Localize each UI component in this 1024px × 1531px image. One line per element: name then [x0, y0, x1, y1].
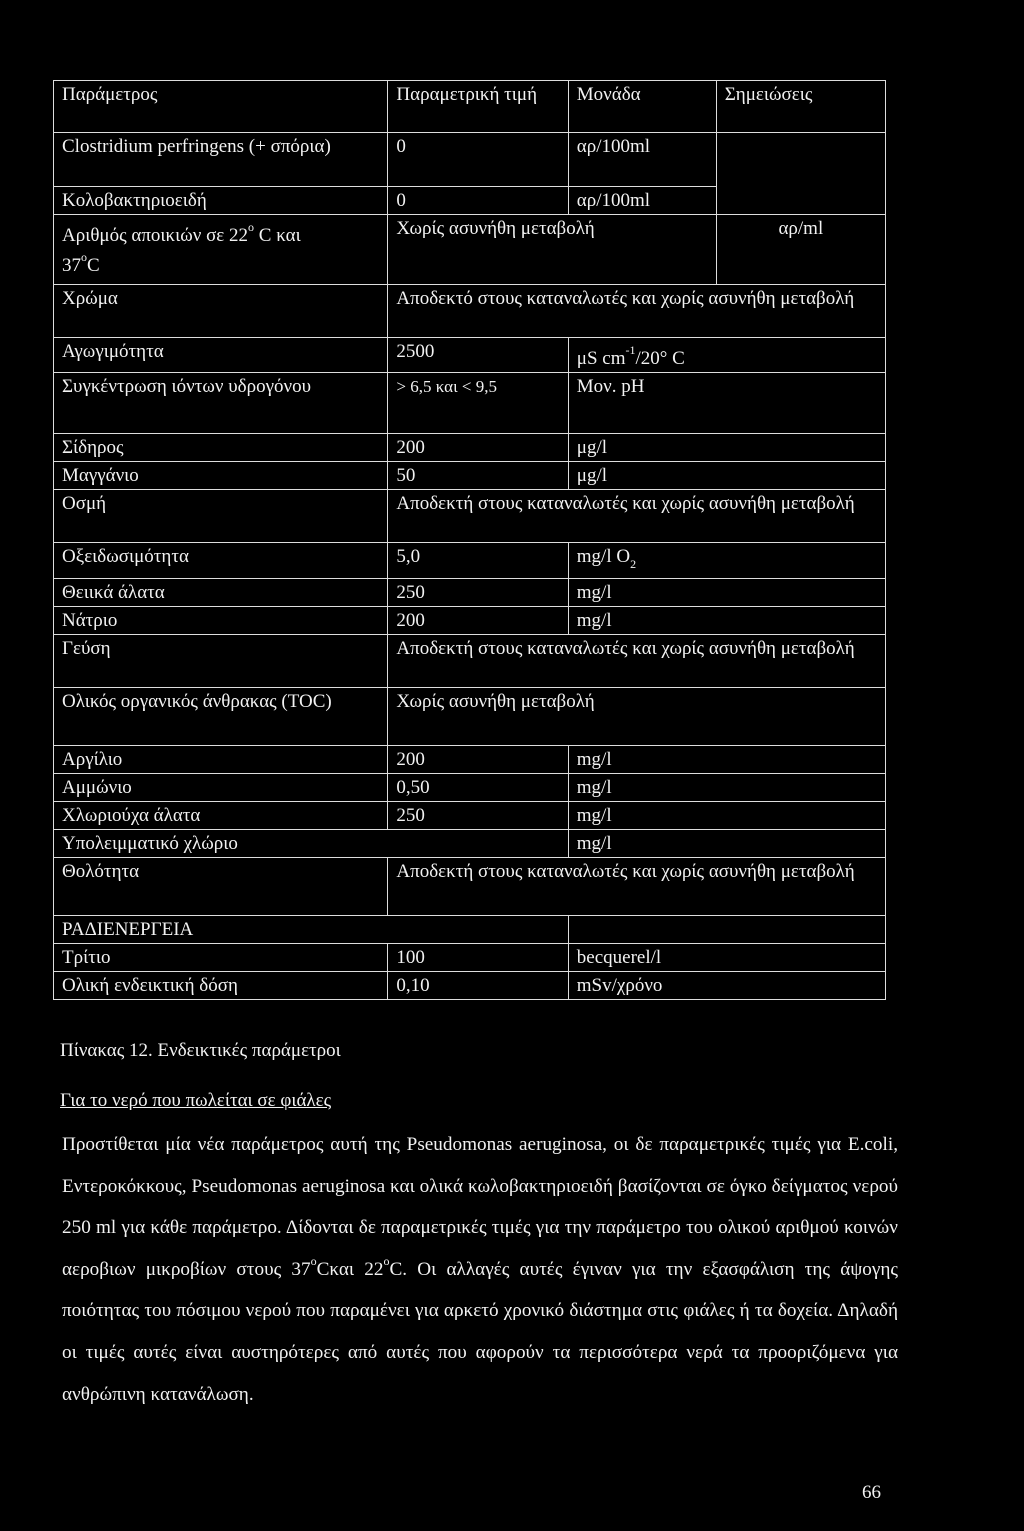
row-name: Μαγγάνιο — [54, 462, 388, 490]
table-row — [54, 543, 886, 579]
row-name: Υπολειμματικό χλώριο — [54, 830, 569, 858]
row-name: Ολική ενδεικτική δόση — [54, 972, 388, 1000]
row-value: 5,0 — [388, 543, 568, 579]
row-unit — [568, 916, 885, 944]
row-unit: μg/l — [568, 434, 885, 462]
header-parameter: Παράμετρος — [54, 81, 388, 133]
row-name: ΡΑΔΙΕΝΕΡΓΕΙΑ — [54, 916, 569, 944]
table-row — [54, 802, 886, 830]
body-paragraph: Προστίθεται μία νέα παράμετρος αυτή της Pseudomonas aeruginosa, οι δε παραμετρικές τιμές για E.coli, Εντεροκόκκους, Pseudomonas aeruginosa και ολικά κωλοβακτηριοειδή βασίζονται σε όγκο δείγματος νερού 250 ml για κάθε παράμετρο. Δίδονται δε παραμετρικές τιμές για την παράμετρο του ολικού αριθμού κοινών αεροβιων μικροβίων στους 37$^o$Cκαι 22$^o$C. Οι αλλαγές αυτές έγιναν για την εξασφάλιση της άψογης ποιότητας του πόσιμου νερού που παραμένει για αρκετό χρονικό διάστημα στις φιάλες ή τα δοχεία. Δηλαδή οι τιμές αυτές είναι αυστηρότερες από αυτές που αφορούν τα περισσότερα νερά τα προοριζόμενα για ανθρώπινη κατανάλωση. — [62, 1134, 898, 1405]
page-number: 66 — [862, 1482, 881, 1503]
row-unit: mg/l — [568, 774, 885, 802]
row-name: Οξειδωσιμότητα — [54, 543, 388, 579]
header-value: Παραμετρική τιμή — [388, 81, 568, 133]
row-value: 200 — [388, 434, 568, 462]
row-value: 200 — [388, 746, 568, 774]
table-row — [54, 635, 886, 688]
table-header-row — [54, 81, 886, 133]
row-name: Χλωριούχα άλατα — [54, 802, 388, 830]
row-value: Αποδεκτή στους καταναλωτές και χωρίς ασυνήθη μεταβολή — [388, 490, 886, 543]
row-name: Χρώμα — [54, 285, 388, 338]
table-row — [54, 338, 886, 373]
row-unit: mg/l $O_2$ — [568, 543, 885, 579]
row-unit: mg/l — [568, 607, 885, 635]
row-name: Κολοβακτηριοειδή — [54, 187, 388, 215]
row-name: Θειικά άλατα — [54, 579, 388, 607]
row-name: Θολότητα — [54, 858, 388, 916]
row-value: Χωρίς ασυνήθη μεταβολή — [388, 688, 886, 746]
row-name: Αμμώνιο — [54, 774, 388, 802]
row-value: 0,50 — [388, 774, 568, 802]
row-unit: mg/l — [568, 830, 885, 858]
row-value: 200 — [388, 607, 568, 635]
table-row — [54, 490, 886, 543]
row-name: Αγωγιμότητα — [54, 338, 388, 373]
row-value: 2500 — [388, 338, 568, 373]
row-name: Νάτριο — [54, 607, 388, 635]
table-row — [54, 774, 886, 802]
header-notes: Σημειώσεις — [716, 81, 885, 133]
table-row — [54, 688, 886, 746]
table-row — [54, 944, 886, 972]
row-value: > 6,5 και < 9,5 — [388, 373, 568, 434]
row-value: Αποδεκτή στους καταναλωτές και χωρίς ασυνήθη μεταβολή — [388, 635, 886, 688]
table-row — [54, 830, 886, 858]
parameters-table — [53, 80, 886, 1000]
row-unit: becquerel/l — [568, 944, 885, 972]
row-unit: mSv/χρόνο — [568, 972, 885, 1000]
table-row — [54, 746, 886, 774]
row-value: 250 — [388, 802, 568, 830]
row-value: Αποδεκτή στους καταναλωτές και χωρίς ασυνήθη μεταβολή — [388, 858, 886, 916]
row-value: 0 — [388, 187, 568, 215]
row-value: 100 — [388, 944, 568, 972]
row-name: Σίδηρος — [54, 434, 388, 462]
row-name: Αριθμός αποικιών σε 22$^o$ C και 37$^o$C — [54, 215, 388, 285]
table-row — [54, 285, 886, 338]
table-row — [54, 972, 886, 1000]
row-value: 0,10 — [388, 972, 568, 1000]
table-row — [54, 462, 886, 490]
notes-cell — [716, 133, 885, 215]
row-unit: mg/l — [568, 746, 885, 774]
row-unit: mg/l — [568, 579, 885, 607]
table-row — [54, 434, 886, 462]
row-value: 50 — [388, 462, 568, 490]
row-value: Αποδεκτό στους καταναλωτές και χωρίς ασυνήθη μεταβολή — [388, 285, 886, 338]
row-unit: Μον. pH — [568, 373, 885, 434]
row-name: Clostridium perfringens (+ σπόρια) — [54, 133, 388, 187]
table-row — [54, 858, 886, 916]
row-value: 0 — [388, 133, 568, 187]
row-unit: αρ/100ml — [568, 133, 716, 187]
section-title: Για το νερό που πωλείται σε φιάλες — [60, 1090, 332, 1111]
row-value: Χωρίς ασυνήθη μεταβολή — [388, 215, 716, 285]
table-row — [54, 607, 886, 635]
row-name: Τρίτιο — [54, 944, 388, 972]
row-name: Ολικός οργανικός άνθρακας (TOC) — [54, 688, 388, 746]
row-unit: μS $cm^{-1}/20^\circ$ C — [568, 338, 885, 373]
row-unit: αρ/100ml — [568, 187, 716, 215]
row-name: Οσμή — [54, 490, 388, 543]
row-unit: mg/l — [568, 802, 885, 830]
table-row — [54, 579, 886, 607]
row-value: 250 — [388, 579, 568, 607]
table-row — [54, 215, 886, 285]
row-name: Συγκέντρωση ιόντων υδρογόνου — [54, 373, 388, 434]
row-unit: αρ/ml — [716, 215, 885, 285]
table-row — [54, 133, 886, 187]
header-unit: Μονάδα — [568, 81, 716, 133]
table-row — [54, 916, 886, 944]
row-name: Αργίλιο — [54, 746, 388, 774]
table-caption: Πίνακας 12. Ενδεικτικές παράμετροι — [60, 1040, 341, 1061]
table-row — [54, 373, 886, 434]
row-name: Γεύση — [54, 635, 388, 688]
row-unit: μg/l — [568, 462, 885, 490]
